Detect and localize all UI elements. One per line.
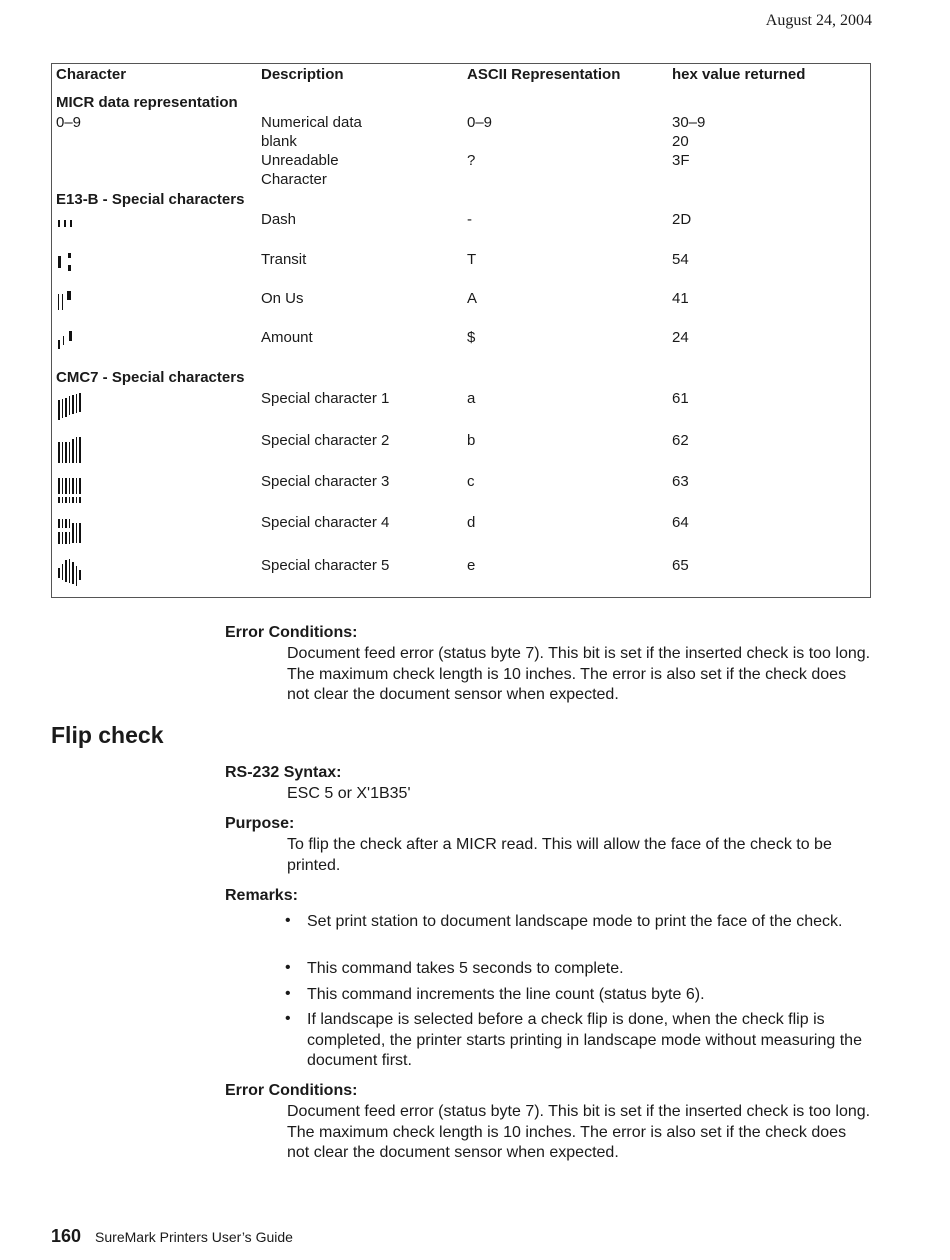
micr-desc-blank: blank <box>261 133 297 150</box>
e13b-amount-icon <box>57 330 77 350</box>
bullet-3: • <box>285 985 291 1002</box>
micr-char-cell: 0–9 <box>56 114 82 131</box>
cmc7-special-5-desc: Special character 5 <box>261 557 390 574</box>
bullet-4: • <box>285 1010 291 1027</box>
micr-hex-digits: 30–9 <box>672 114 706 131</box>
cmc7-special-5-hex: 65 <box>672 557 689 574</box>
cmc7-special-1-ascii: a <box>467 390 476 407</box>
cmc7-special-3-hex: 63 <box>672 473 689 490</box>
section-cmc7-title: CMC7 - Special characters <box>56 369 245 386</box>
book-title: SureMark Printers User’s Guide <box>95 1229 293 1245</box>
error-conditions-text: Document feed error (status byte 7). This bit is set if the inserted check is too long. The maximum check length is 10 inches. The error is also set if the check does not clear the document sensor when expected. <box>287 645 871 703</box>
col-header-description: Description <box>261 66 344 83</box>
cmc7-special-3-ascii: c <box>467 473 475 490</box>
micr-ascii-unreadable: ? <box>467 152 476 169</box>
e13b-transit-hex: 54 <box>672 251 689 268</box>
cmc7-special-3-desc: Special character 3 <box>261 473 390 490</box>
remarks-label: Remarks: <box>225 887 298 904</box>
e13b-dash-hex: 2D <box>672 211 692 228</box>
e13b-amount-desc: Amount <box>261 329 313 346</box>
cmc7-special-5-ascii: e <box>467 557 476 574</box>
e13b-on-us-desc: On Us <box>261 290 304 307</box>
e13b-transit-ascii: T <box>467 251 477 268</box>
remark-2: This command takes 5 seconds to complete. <box>307 960 624 977</box>
e13b-on-us-hex: 41 <box>672 290 689 307</box>
cmc7-special-1-icon <box>57 392 83 422</box>
cmc7-special-4-hex: 64 <box>672 514 689 531</box>
micr-desc-character: Character <box>261 171 327 188</box>
flip-error-conditions-label: Error Conditions: <box>225 1082 358 1099</box>
bullet-1: • <box>285 912 291 929</box>
e13b-dash-desc: Dash <box>261 211 297 228</box>
micr-desc-unreadable: Unreadable <box>261 152 339 169</box>
cmc7-special-5-icon <box>57 558 83 588</box>
e13b-on-us-ascii: A <box>467 290 478 307</box>
cmc7-special-4-ascii: d <box>467 514 476 531</box>
remark-3: This command increments the line count (status byte 6). <box>307 986 705 1003</box>
micr-hex-blank: 20 <box>672 133 689 150</box>
cmc7-special-3-icon <box>57 477 83 505</box>
bullet-2: • <box>285 959 291 976</box>
micr-ascii-digits: 0–9 <box>467 114 493 131</box>
cmc7-special-1-hex: 61 <box>672 390 689 407</box>
e13b-dash-ascii: - <box>467 211 472 228</box>
flip-error-conditions-text: Document feed error (status byte 7). This bit is set if the inserted check is too long. The maximum check length is 10 inches. The error is also set if the check does not clear the document sensor when expected. <box>287 1103 871 1161</box>
col-header-ascii: ASCII Representation <box>467 66 621 83</box>
section-heading-flip-check: Flip check <box>51 722 164 748</box>
e13b-amount-ascii: $ <box>467 329 476 346</box>
cmc7-special-2-ascii: b <box>467 432 476 449</box>
page-number: 160 <box>51 1226 82 1246</box>
micr-character-table <box>51 63 871 598</box>
purpose-label: Purpose: <box>225 815 295 832</box>
e13b-amount-hex: 24 <box>672 329 689 346</box>
page-footer <box>51 1226 293 1247</box>
cmc7-special-4-icon <box>57 518 83 546</box>
purpose-text: To flip the check after a MICR read. This will allow the face of the check to be printed. <box>287 836 832 874</box>
remark-1: Set print station to document landscape mode to print the face of the check. <box>307 913 843 930</box>
cmc7-special-4-desc: Special character 4 <box>261 514 390 531</box>
section-micr-title: MICR data representation <box>56 94 238 111</box>
cmc7-special-2-hex: 62 <box>672 432 689 449</box>
page-date: August 24, 2004 <box>765 12 872 29</box>
cmc7-special-2-desc: Special character 2 <box>261 432 390 449</box>
micr-hex-unreadable: 3F <box>672 152 690 169</box>
e13b-transit-icon <box>57 252 77 272</box>
col-header-hex: hex value returned <box>672 66 806 83</box>
e13b-dash-icon <box>57 217 77 229</box>
micr-desc-numerical: Numerical data <box>261 114 362 131</box>
remark-4: If landscape is selected before a check flip is done, when the check flip is completed, the printer starts printing in landscape mode without measuring the document first. <box>307 1011 862 1069</box>
e13b-transit-desc: Transit <box>261 251 307 268</box>
cmc7-special-2-icon <box>57 436 83 464</box>
col-header-character: Character <box>56 66 127 83</box>
cmc7-special-1-desc: Special character 1 <box>261 390 390 407</box>
syntax-value: ESC 5 or X'1B35' <box>287 785 411 802</box>
error-conditions-label: Error Conditions: <box>225 624 358 641</box>
section-e13b-title: E13-B - Special characters <box>56 191 245 208</box>
syntax-label: RS-232 Syntax: <box>225 764 342 781</box>
e13b-on-us-icon <box>57 290 77 312</box>
